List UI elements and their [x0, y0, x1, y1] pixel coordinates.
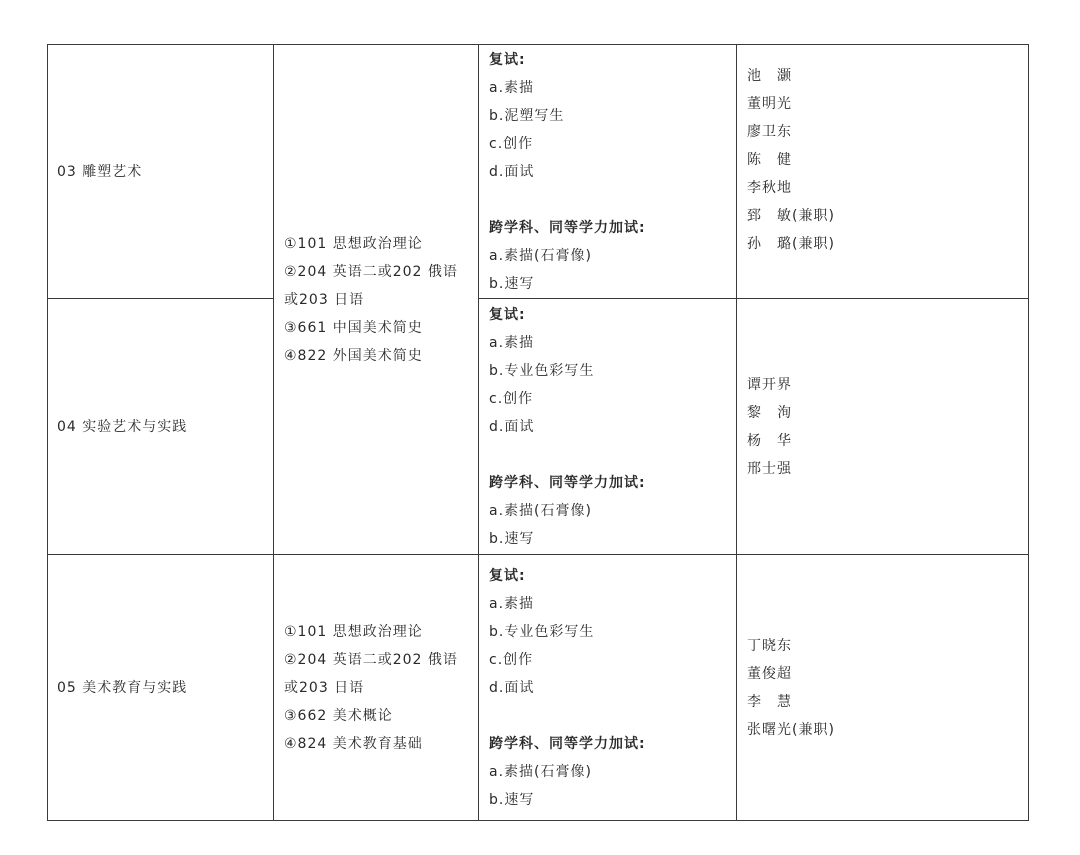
advisor-name: 董俊超 [747, 665, 792, 682]
exam-subjects-cell [274, 45, 479, 555]
retest-item: a.素描 [489, 595, 535, 612]
table-row [48, 45, 1029, 299]
exam-line: ③662 美术概论 [284, 707, 393, 724]
retest-item: c.创作 [489, 135, 534, 152]
retest-item: b.专业色彩写生 [489, 362, 595, 379]
extra-test-heading: 跨学科、同等学力加试: [489, 474, 646, 491]
advisor-name: 杨 华 [747, 432, 792, 449]
retest-item: c.创作 [489, 390, 534, 407]
table-row [48, 299, 1029, 555]
retest-heading: 复试: [489, 567, 526, 584]
exam-line: ②204 英语二或202 俄语 [284, 651, 458, 668]
exam-line: ④822 外国美术简史 [284, 347, 423, 364]
advisor-name: 池 灏 [747, 68, 792, 84]
retest-heading: 复试: [489, 306, 526, 323]
extra-test-item: b.速写 [489, 530, 535, 547]
extra-test-item: a.素描(石膏像) [489, 763, 592, 780]
exam-line: 或203 日语 [284, 291, 365, 308]
advisor-name: 邢士强 [747, 460, 792, 477]
retest-item: a.素描 [489, 79, 535, 96]
advisor-name: 孙 璐(兼职) [747, 236, 835, 252]
exam-line: 或203 日语 [284, 679, 365, 696]
program-name: 04 实验艺术与实践 [57, 418, 188, 435]
table-row [48, 555, 1029, 821]
program-cell [48, 45, 274, 299]
retest-heading: 复试: [489, 51, 526, 68]
exam-line: ①101 思想政治理论 [284, 623, 423, 640]
extra-test-item: a.素描(石膏像) [489, 247, 592, 264]
advisors-cell [737, 299, 1029, 555]
advisors-cell [737, 45, 1029, 299]
extra-test-heading: 跨学科、同等学力加试: [489, 735, 646, 752]
exam-line: ①101 思想政治理论 [284, 235, 423, 252]
retest-item: b.泥塑写生 [489, 107, 565, 124]
advisor-name: 谭开界 [747, 376, 792, 393]
advisor-name: 李 慧 [747, 693, 792, 710]
advisor-name: 郅 敏(兼职) [747, 208, 835, 224]
extra-test-item: b.速写 [489, 275, 535, 292]
advisor-name: 丁晓东 [747, 637, 792, 654]
extra-test-item: b.速写 [489, 791, 535, 808]
retest-cell [479, 555, 737, 821]
advisor-name: 陈 健 [747, 152, 792, 168]
advisor-name: 张曙光(兼职) [747, 721, 835, 738]
advisor-name: 廖卫东 [747, 124, 792, 140]
program-name: 05 美术教育与实践 [57, 679, 188, 696]
exam-line: ②204 英语二或202 俄语 [284, 263, 458, 280]
advisors-cell [737, 555, 1029, 821]
program-cell [48, 555, 274, 821]
retest-cell [479, 299, 737, 555]
retest-item: d.面试 [489, 679, 535, 696]
retest-item: d.面试 [489, 163, 535, 180]
exam-line: ④824 美术教育基础 [284, 735, 423, 752]
extra-test-item: a.素描(石膏像) [489, 502, 592, 519]
retest-item: a.素描 [489, 334, 535, 351]
retest-item: c.创作 [489, 651, 534, 668]
program-table [47, 44, 1029, 821]
advisor-name: 黎 洵 [747, 404, 792, 421]
retest-item: d.面试 [489, 418, 535, 435]
retest-cell [479, 45, 737, 299]
advisor-name: 李秋地 [747, 180, 792, 196]
advisor-name: 董明光 [747, 96, 792, 112]
program-name: 03 雕塑艺术 [57, 163, 143, 180]
retest-item: b.专业色彩写生 [489, 623, 595, 640]
program-cell [48, 299, 274, 555]
exam-subjects-cell [274, 555, 479, 821]
exam-line: ③661 中国美术简史 [284, 319, 423, 336]
extra-test-heading: 跨学科、同等学力加试: [489, 219, 646, 236]
